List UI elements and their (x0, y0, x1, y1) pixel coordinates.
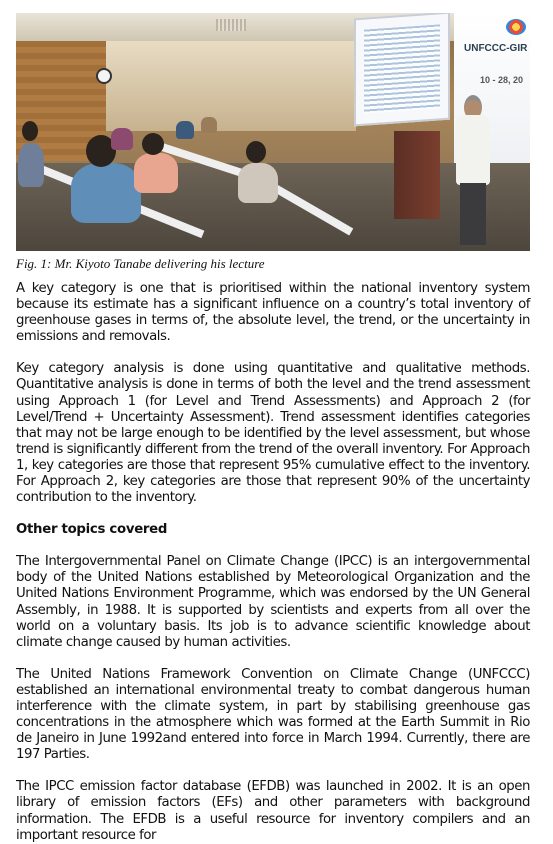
photo-ceiling (16, 13, 530, 41)
photo-attendee-head (22, 121, 38, 141)
photo-back-wall (106, 41, 356, 131)
figure-caption: Fig. 1: Mr. Kiyoto Tanabe delivering his lecture (16, 256, 265, 271)
body-paragraph: The IPCC emission factor database (EFDB) was launched in 2002. It is an open library of emission factors (EFs) and other parameters with background information. The EFDB is a useful resource for inventory compilers and an important resource for (16, 779, 530, 843)
photo-attendee (71, 163, 141, 223)
photo-clock (96, 68, 112, 84)
photo-attendee-head (142, 133, 164, 155)
photo-attendee-head (246, 141, 266, 163)
section-heading: Other topics covered (16, 522, 168, 538)
banner-date: 10 - 28, 20 (480, 75, 524, 85)
document-page (16, 13, 530, 844)
banner-logo-icon (506, 19, 526, 35)
banner-title: UNFCCC-GIR (464, 43, 528, 54)
photo-speaker (456, 115, 490, 185)
photo-attendee (134, 153, 178, 193)
photo-speaker-legs (460, 183, 486, 245)
photo-projection-screen (354, 13, 450, 126)
photo-attendee (201, 117, 217, 133)
photo-podium (394, 131, 440, 219)
body-paragraph: Key category analysis is done using quantitative and qualitative methods. Quantitative analysis is done in terms of both the level and the trend assessment using Approach 1 (for Level and Trend Assessments) and Approach 2 (for Level/Trend + Uncertainty Assessment). Trend assessment identifies categories that may not be large enough to be identified by the level assessment, but whose trend is significantly different from the trend of the overall inventory. For Approach 1, key categories are those that represent 95% cumulative effect to the inventory. For Approach 2, key categories are those that represent 90% of the uncertainty contribution to the inventory. (16, 361, 530, 506)
lecture-photo (16, 13, 530, 251)
photo-attendee (176, 121, 194, 139)
photo-attendee (18, 143, 44, 187)
body-paragraph: The United Nations Framework Convention on Climate Change (UNFCCC) established an international environmental treaty to combat dangerous human interference with the climate system, in part by stabilising greenhouse gas concentrations in the atmosphere which was formed at the Earth Summit in Rio de Janeiro in June 1992and entered into force in March 1994. Currently, there are 197 Parties. (16, 666, 530, 763)
photo-attendee (238, 163, 278, 203)
body-paragraph: The Intergovernmental Panel on Climate Change (IPCC) is an intergovernmental body of the United Nations established by Meteorological Organization and the United Nations Environment Programme, which was endorsed by the UN General Assembly, in 1988. It is supported by scientists and experts from all over the world on a voluntary basis. Its job is to advance scientific knowledge about climate change caused by human activities. (16, 554, 530, 650)
body-paragraph: A key category is one that is prioritised within the national inventory system because its estimate has a significant influence on a country’s total inventory of greenhouse gases in terms of, the absolute level, the trend, or the uncertainty in emissions and removals. (16, 281, 530, 345)
photo-ceiling-vent (216, 19, 246, 31)
photo-attendee (111, 128, 133, 150)
